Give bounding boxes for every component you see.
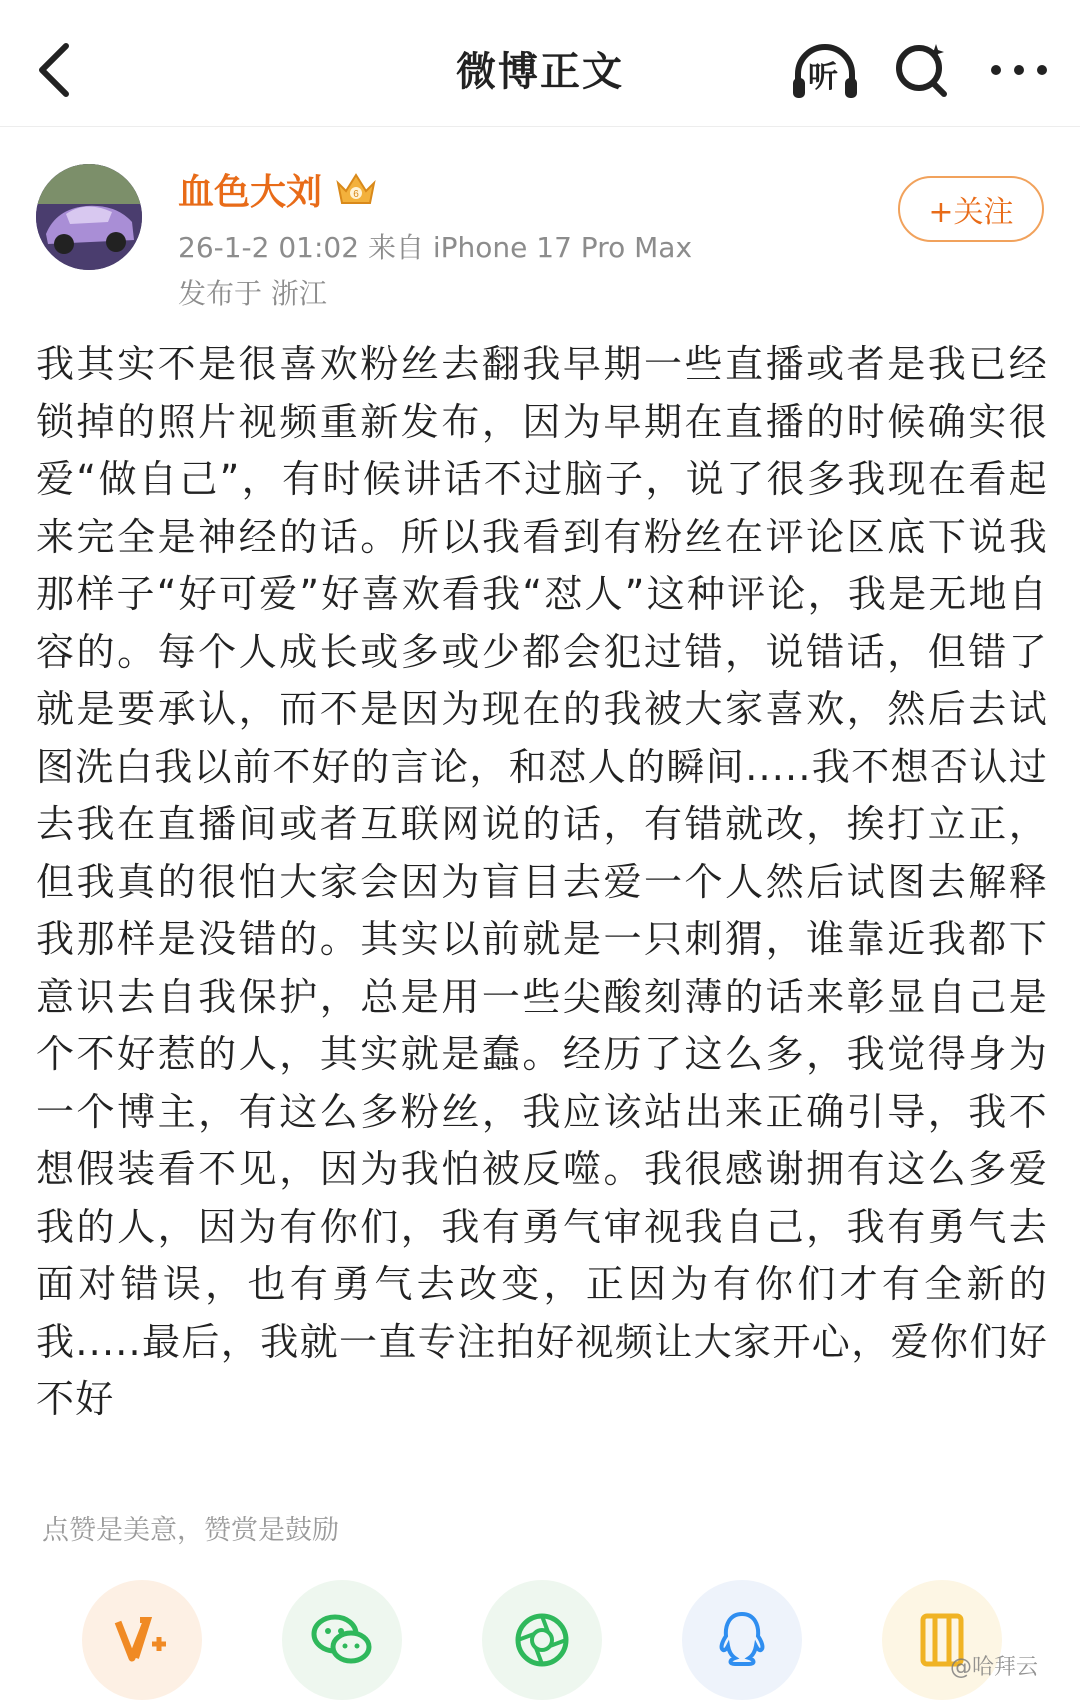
username-row [178,164,378,214]
share-weibo-vplus-button[interactable] [82,1580,202,1700]
listen-button[interactable] [790,40,860,100]
watermark: @哈拜云 [950,1655,1039,1680]
follow-button[interactable]: +关注 [898,176,1044,242]
top-nav-bar [0,0,1080,127]
share-wechat-button[interactable] [282,1580,402,1700]
avatar-image [36,164,142,270]
avatar[interactable] [36,164,142,270]
vplus-icon [112,1612,172,1668]
post-location: 发布于 浙江 [178,277,327,310]
post-meta: 26-1-2 01:02 来自 iPhone 17 Pro Max [178,231,693,264]
share-moments-button[interactable] [482,1580,602,1700]
reward-hint: 点赞是美意，赞赏是鼓励 [42,1515,339,1546]
search-button[interactable] [892,40,952,100]
crown-badge-icon [334,169,378,209]
svg-text:6: 6 [353,189,359,200]
share-row [0,1580,1080,1686]
listen-label: 听 [808,60,838,95]
page-title: 微博正文 [456,49,624,95]
wechat-icon [310,1612,374,1668]
qq-icon [717,1610,767,1670]
more-dots-icon [984,40,1054,100]
post-header [0,126,1080,316]
username[interactable]: 血色大刘 [178,171,323,213]
share-qzone-button[interactable] [882,1580,1002,1700]
share-qq-button[interactable] [682,1580,802,1700]
moments-icon [512,1610,572,1670]
search-icon [892,40,952,100]
more-button[interactable] [984,40,1054,100]
post-body: 我其实不是很喜欢粉丝去翻我早期一些直播或者是我已经锁掉的照片视频重新发布，因为早期在直播的时候确实很爱“做自己”，有时候讲话不过脑子，说了很多我现在看起来完全是神经的话。所以我看到有粉丝在评论区底下说我那样子“好可爱”好喜欢看我“怼人”这种评论，我是无地自容的。每个人成长或多或少都会犯过错，说错话，但错了就是要承认，而不是因为现在的我被大家喜欢，然后去试图洗白我以前不好的言论，和怼人的瞬间.....我不想否认过去我在直播间或者互联网说的话，有错就改，挨打立正，但我真的很怕大家会因为盲目去爱一个人然后试图去解释我那样是没错的。其实以前就是一只刺猬，谁靠近我都下意识去自我保护，总是用一些尖酸刻薄的话来彰显自己是个不好惹的人，其实就是蠢。经历了这么多，我觉得身为一个博主，有这么多粉丝，我应该站出来正确引导，我不想假装看不见，因为我怕被反噬。我很感谢拥有这么多爱我的人，因为有你们，我有勇气审视我自己，我有勇气去面对错误，也有勇气去改变，正因为有你们才有全新的我.....最后，我就一直专注拍好视频让大家开心，爱你们好不好 [36,342,1048,1421]
